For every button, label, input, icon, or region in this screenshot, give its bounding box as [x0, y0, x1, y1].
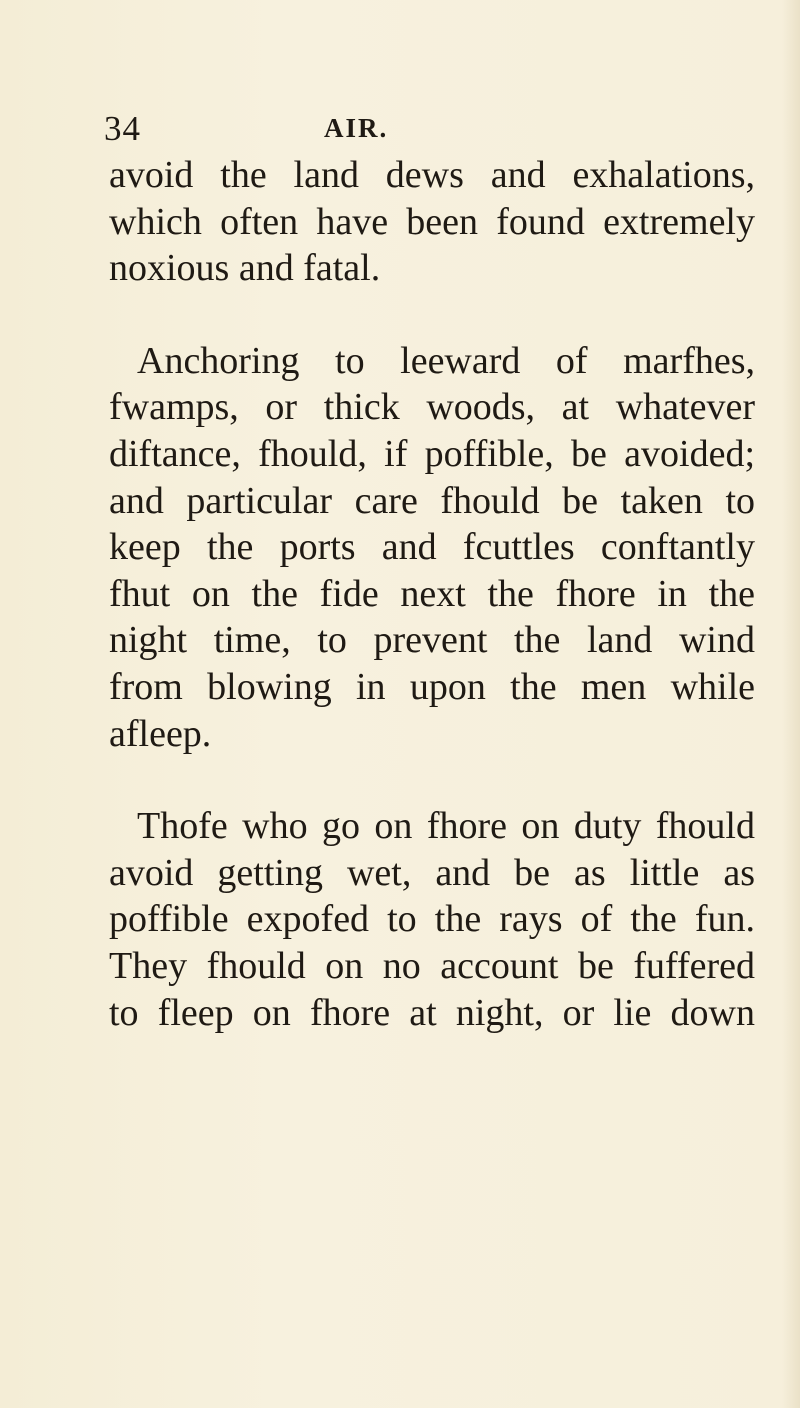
- text-line: poffible expofed to the rays of the fun.: [109, 898, 755, 941]
- body-text: [109, 152, 755, 1036]
- text-line: avoid getting wet, and be as little as: [109, 851, 755, 894]
- text-line: which often have been found extremely: [109, 200, 755, 243]
- paragraph-1: [109, 152, 755, 292]
- text-line: night time, to prevent the land wind: [109, 619, 755, 662]
- text-line: afleep.: [109, 712, 212, 755]
- text-line: avoid the land dews and exhalations,: [109, 154, 755, 196]
- text-line: fhut on the fide next the fhore in the: [109, 572, 755, 615]
- text-line: They fhould on no account be fuffered: [109, 944, 755, 987]
- text-line: to fleep on fhore at night, or lie down: [109, 991, 755, 1034]
- paragraph-3: [109, 803, 755, 1036]
- text-line: noxious and fatal.: [109, 247, 381, 290]
- paragraph-2: [109, 338, 755, 757]
- text-line: and particular care fhould be taken to: [109, 479, 755, 522]
- text-line: fwamps, or thick woods, at whatever: [109, 386, 755, 429]
- text-line: keep the ports and fcuttles conftantly: [109, 526, 755, 569]
- running-title: AIR.: [324, 113, 389, 143]
- text-line: from blowing in upon the men while: [109, 665, 755, 708]
- text-line: Anchoring to leeward of marfhes,: [137, 339, 755, 382]
- running-head: [104, 106, 744, 152]
- text-line: Thofe who go on fhore on duty fhould: [137, 805, 755, 848]
- page-number: 34: [104, 109, 141, 148]
- text-line: diftance, fhould, if poffible, be avoided;: [109, 432, 755, 475]
